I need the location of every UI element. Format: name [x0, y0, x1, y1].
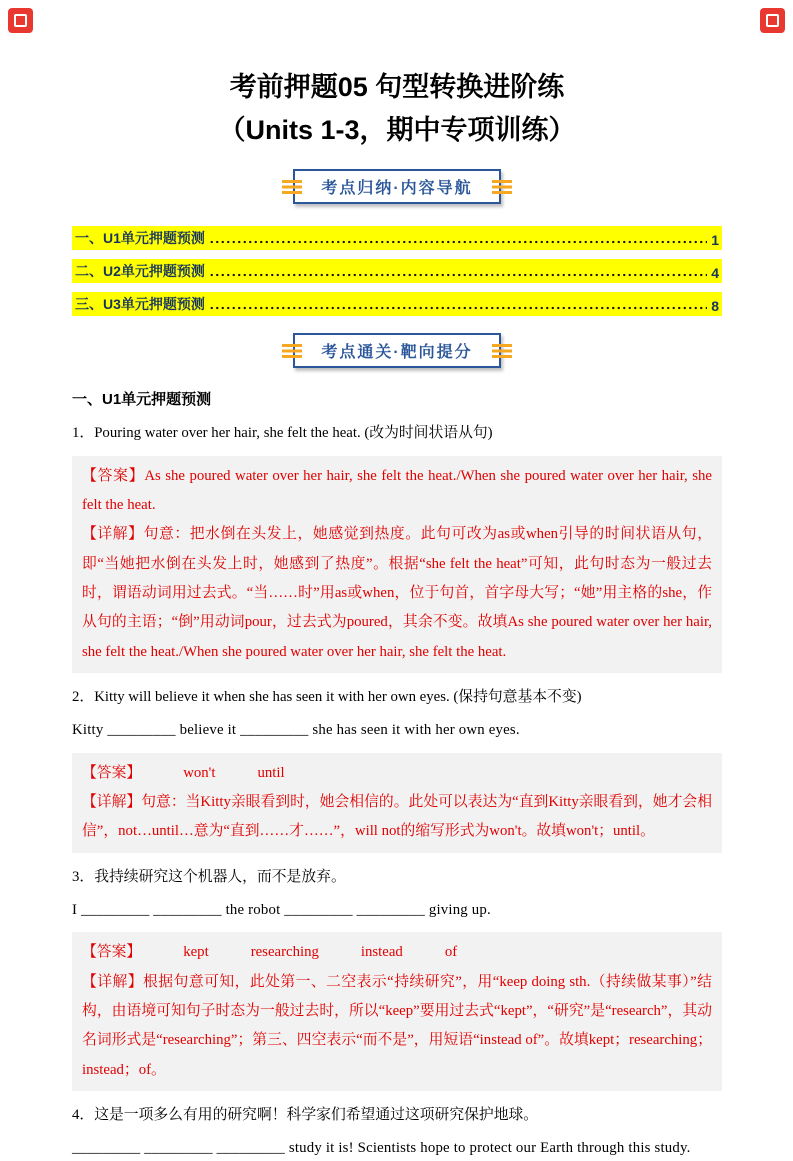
deco-bars-icon [492, 344, 512, 358]
answer-line [82, 938, 712, 967]
banner-main-label: 考点通关·靶向提分 [293, 333, 500, 368]
detail-label: 【详解】 [82, 973, 144, 990]
question-2-fill-line: Kitty _________ believe it _________ she has seen it with her own eyes. [72, 722, 520, 739]
answer-line [82, 759, 712, 788]
answer-block-q2 [72, 753, 722, 853]
detail-text: 句意：把水倒在头发上，她感觉到热度。此句可改为as或when引导的时间状语从句，即“当她把水倒在头发上时，她感到了热度”。根据“she felt the heat”可知，此句时态为一般过去时，谓语动词用过去式。“当……时”用as或when，位于句首，首字母大写；“她”用主格的she，作从句的主语；“倒”用动词pour，过去式为poured，其余不变。故填As she poured water over her hair, she felt the heat./When she poured water over her hair, she felt the heat. [82, 526, 712, 660]
answer-text: As she poured water over her hair, she felt the heat./When she poured water over her hair, she felt the heat. [82, 467, 712, 514]
toc-page-number: 4 [711, 265, 719, 282]
toc-dot-leader [209, 261, 707, 281]
toc-page-number: 1 [711, 232, 719, 249]
detail-label: 【详解】 [82, 526, 144, 543]
corner-logo-icon [760, 8, 785, 33]
section-heading: 一、U1单元押题预测 [72, 391, 212, 409]
answer-value: of [444, 944, 458, 961]
deco-bars-icon [492, 180, 512, 194]
detail-label: 【详解】 [82, 793, 142, 810]
question-4-prompt: 4．这是一项多么有用的研究啊！科学家们希望通过这项研究保护地球。 [72, 1106, 539, 1123]
detail-text: 根据句意可知，此处第一、二空表示“持续研究”，用“keep doing sth.（持续做某事）”结构，由语境可知句子时态为一般过去时，所以“keep”要用过去式“kept”，“研究”是“research”，其动名词形式是“researching”；第三、四空表示“而不是”，用短语“instead of”。故填kept；researching；instead；of。 [82, 973, 712, 1078]
toc-page-number: 8 [711, 298, 719, 315]
detail-text: 句意：当Kitty亲眼看到时，她会相信的。此处可以表达为“直到Kitty亲眼看到，她才会相信”，not…until…意为“直到……才……”，will not的缩写形式为won't。故填won't；until。 [82, 793, 712, 840]
detail-line [82, 520, 712, 666]
document-title-line2: （Units 1-3，期中专项训练） [218, 115, 576, 146]
banner-main [72, 333, 722, 368]
toc-label: 一、U1单元押题预测 [75, 230, 205, 247]
toc-dot-leader [209, 294, 707, 314]
question-3-prompt: 3．我持续研究这个机器人，而不是放弃。 [72, 868, 346, 885]
toc-label: 二、U2单元押题预测 [75, 263, 205, 280]
toc-item-u2[interactable] [72, 259, 722, 283]
answer-label: 【答案】 [82, 944, 142, 961]
answer-line [82, 462, 712, 521]
answer-value: won't [183, 764, 216, 781]
table-of-contents [72, 226, 722, 316]
answer-label: 【答案】 [82, 467, 145, 484]
answer-value: until [257, 764, 285, 781]
corner-logo-glyph [14, 14, 27, 27]
answer-value: researching [250, 944, 319, 961]
corner-logo-icon [8, 8, 33, 33]
banner-nav-label: 考点归纳·内容导航 [293, 169, 500, 204]
question-4-fill-line: _________ _________ _________ study it is! Scientists hope to protect our Earth through this study. [72, 1140, 691, 1157]
banner-nav [72, 169, 722, 204]
answer-label: 【答案】 [82, 764, 142, 781]
answer-block-q3 [72, 932, 722, 1090]
toc-item-u3[interactable] [72, 292, 722, 316]
deco-bars-icon [282, 344, 302, 358]
corner-logo-glyph [766, 14, 779, 27]
answer-value: kept [183, 944, 209, 961]
detail-line [82, 968, 712, 1085]
question-1-prompt: 1．Pouring water over her hair, she felt the heat. (改为时间状语从句) [72, 425, 493, 442]
answer-value: instead [360, 944, 403, 961]
deco-bars-icon [282, 180, 302, 194]
toc-item-u1[interactable] [72, 226, 722, 250]
detail-line [82, 788, 712, 847]
toc-dot-leader [209, 228, 707, 248]
question-3-fill-line: I _________ _________ the robot _________ _________ giving up. [72, 901, 491, 918]
document-title-line1: 考前押题05 句型转换进阶练 [229, 72, 565, 102]
answer-block-q1 [72, 456, 722, 673]
toc-label: 三、U3单元押题预测 [75, 296, 205, 313]
question-2-prompt: 2．Kitty will believe it when she has seen it with her own eyes. (保持句意基本不变) [72, 688, 582, 705]
